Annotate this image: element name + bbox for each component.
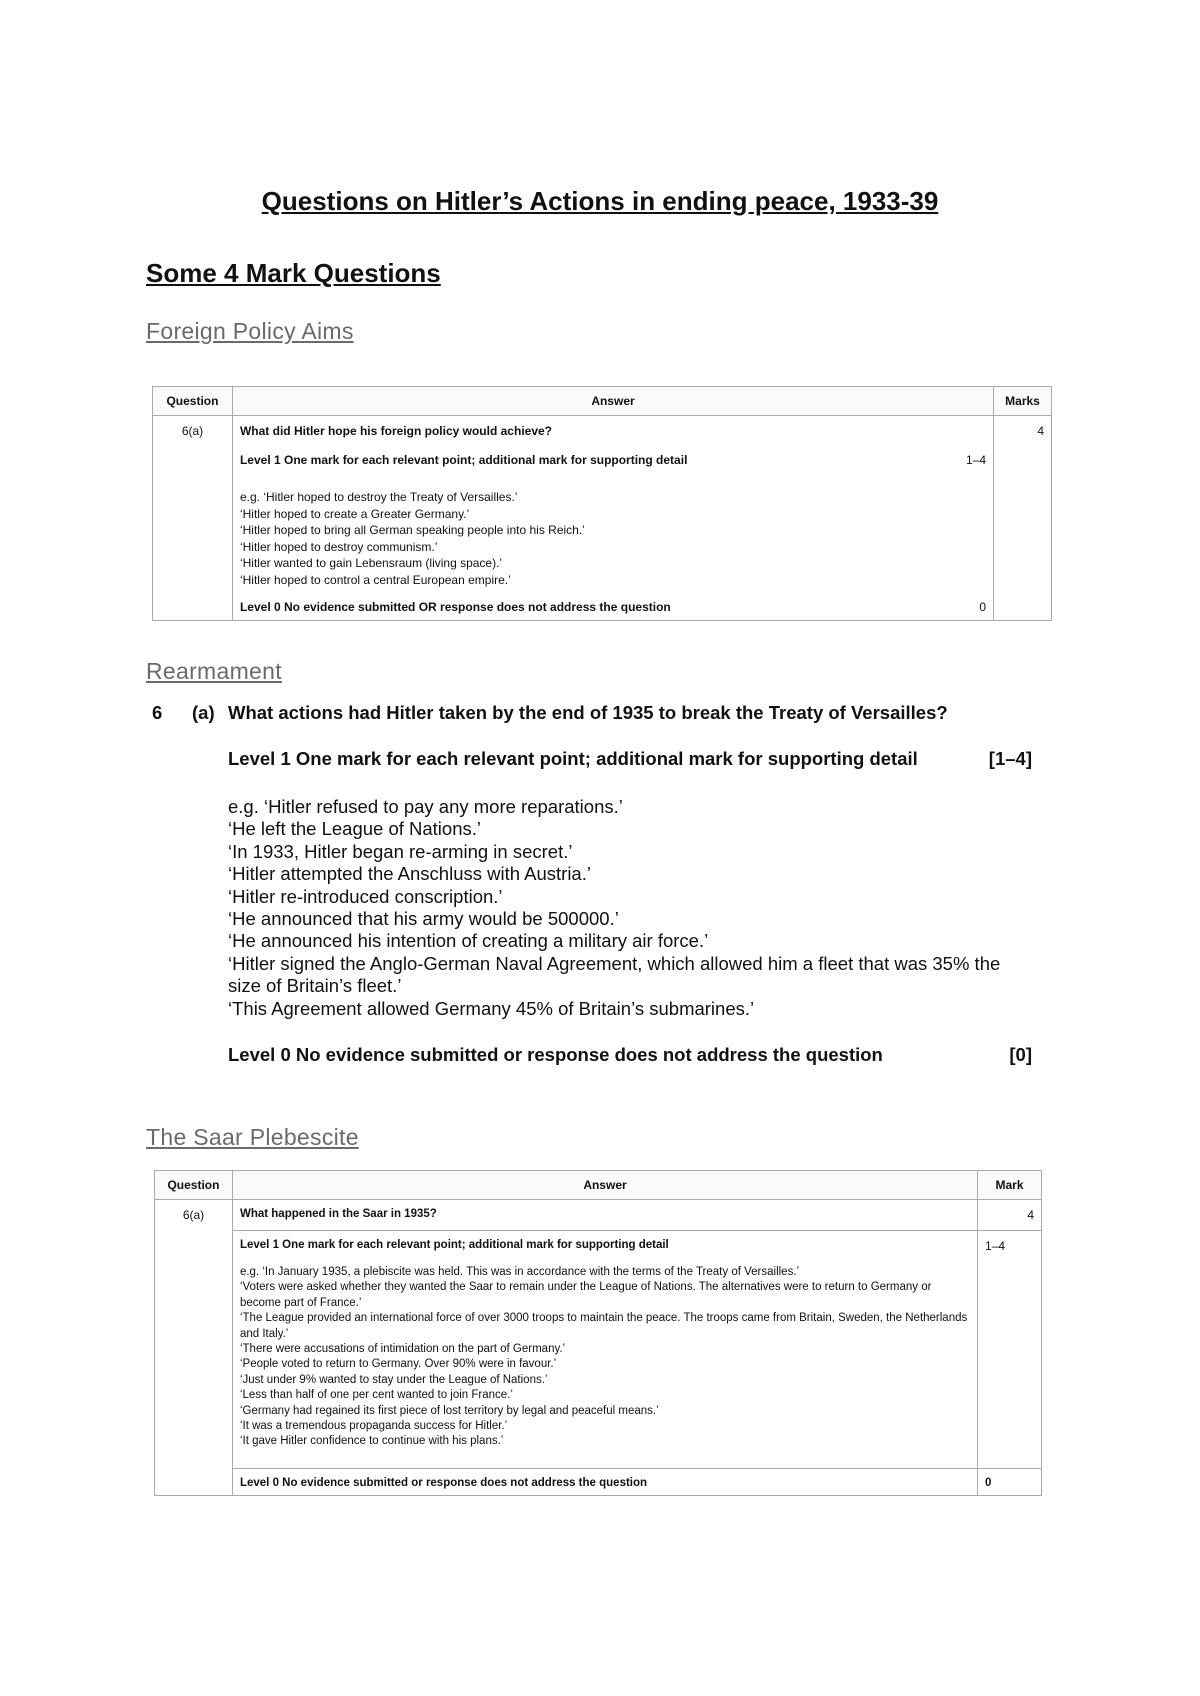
- level-0-row: [228, 1044, 1032, 1066]
- level-0-label: Level 0 No evidence submitted or response does not address the question: [232, 1468, 977, 1495]
- list-item: ‘The League provided an international force of over 3000 troops to maintain the peace. The troops came from Britain, Sweden, the Netherlands and Italy.’: [239, 1312, 968, 1340]
- list-item: ‘Just under 9% wanted to stay under the League of Nations.’: [239, 1373, 548, 1386]
- table-row: [155, 1231, 1042, 1469]
- list-item: ‘Hitler hoped to destroy communism.’: [239, 539, 438, 554]
- answer-cell: [232, 416, 993, 621]
- table-row: [155, 1468, 1042, 1495]
- header-mark: Mark: [978, 1171, 1042, 1200]
- list-item: ‘Hitler attempted the Anschluss with Austria.’: [228, 863, 591, 885]
- header-marks: Marks: [994, 387, 1052, 416]
- question-line: [152, 702, 1032, 724]
- list-item: ‘It gave Hitler confidence to continue with his plans.’: [239, 1435, 504, 1448]
- rearmament-mark-scheme: [152, 702, 1032, 1066]
- level-1-label: Level 1 One mark for each relevant point; additional mark for supporting detail: [228, 748, 918, 769]
- level-0-marks: 0: [978, 1468, 1042, 1495]
- table-header-row: [155, 1171, 1042, 1200]
- foreign-policy-mark-scheme-table: [152, 386, 1052, 621]
- total-marks: 4: [994, 416, 1052, 621]
- list-item: e.g. ‘In January 1935, a plebiscite was held. This was in accordance with the terms of the Treaty of Versailles.’: [239, 1266, 800, 1278]
- list-item: ‘Hitler re-introduced conscription.’: [228, 885, 503, 907]
- document-title: Questions on Hitler’s Actions in ending peace, 1933-39: [261, 186, 939, 216]
- example-answers: [228, 796, 1032, 1020]
- answer-cell: [232, 1231, 977, 1469]
- example-answers: [240, 489, 986, 588]
- list-item: e.g. ‘Hitler refused to pay any more reparations.’: [228, 796, 623, 817]
- list-item: ‘In 1933, Hitler began re-arming in secret.’: [228, 840, 573, 862]
- level-1-label: Level 1 One mark for each relevant point; additional mark for supporting detail: [239, 453, 688, 467]
- question-number: 6(a): [153, 416, 233, 621]
- list-item: e.g. ‘Hitler hoped to destroy the Treaty of Versailles.’: [239, 490, 518, 504]
- list-item: ‘Less than half of one per cent wanted to join France.’: [239, 1389, 513, 1402]
- list-item: ‘Hitler wanted to gain Lebensraum (living space).’: [239, 556, 503, 570]
- question-text: What did Hitler hope his foreign policy would achieve?: [239, 424, 552, 438]
- table-header-row: [153, 387, 1052, 416]
- header-question: Question: [153, 387, 233, 416]
- question-number: 6: [152, 702, 163, 723]
- list-item: ‘There were accusations of intimidation on the part of Germany.’: [239, 1343, 566, 1356]
- rearmament-heading: Rearmament: [146, 658, 282, 684]
- saar-mark-scheme-table: [154, 1170, 1042, 1496]
- list-item: ‘This Agreement allowed Germany 45% of Britain’s submarines.’: [228, 997, 755, 1019]
- level-0-marks: [0]: [1009, 1044, 1032, 1066]
- header-answer: Answer: [232, 1171, 977, 1200]
- list-item: ‘He announced that his army would be 500000.’: [228, 908, 619, 930]
- level-0-marks: 0: [979, 600, 987, 614]
- list-item: ‘He announced his intention of creating a military air force.’: [228, 930, 709, 952]
- level-1-row: [240, 453, 986, 467]
- list-item: ‘Hitler signed the Anglo-German Naval Agreement, which allowed him a fleet that was 35% the size of Britain’s fleet.’: [228, 952, 1001, 997]
- foreign-policy-heading: Foreign Policy Aims: [146, 318, 354, 344]
- question-number: 6(a): [155, 1200, 233, 1496]
- example-answers: [240, 1265, 970, 1450]
- question-text: What happened in the Saar in 1935?: [232, 1200, 977, 1231]
- level-1-label: Level 1 One mark for each relevant point; additional mark for supporting detail: [239, 1239, 669, 1251]
- list-item: ‘Hitler hoped to create a Greater Germany.’: [239, 506, 470, 521]
- level-1-marks: [1–4]: [988, 748, 1032, 769]
- level-1-marks: 1–4: [978, 1231, 1042, 1469]
- list-item: ‘People voted to return to Germany. Over 90% were in favour.’: [239, 1358, 557, 1371]
- level-0-label: Level 0 No evidence submitted or response does not address the question: [228, 1044, 883, 1066]
- list-item: ‘He left the League of Nations.’: [228, 818, 481, 840]
- level-0-row: [240, 600, 986, 614]
- list-item: ‘Voters were asked whether they wanted the Saar to remain under the League of Nations. The alternatives were to return to Germany or become part of France.’: [239, 1281, 932, 1309]
- saar-plebiscite-heading: The Saar Plebescite: [146, 1124, 359, 1150]
- question-text: What actions had Hitler taken by the end of 1935 to break the Treaty of Versailles?: [228, 702, 948, 723]
- level-1-row: [228, 748, 1032, 770]
- header-question: Question: [155, 1171, 233, 1200]
- list-item: ‘It was a tremendous propaganda success for Hitler.’: [239, 1420, 508, 1433]
- total-marks: 4: [978, 1200, 1042, 1231]
- level-1-marks: 1–4: [965, 453, 987, 467]
- section-heading: Some 4 Mark Questions: [146, 258, 441, 288]
- list-item: ‘Hitler hoped to control a central European empire.’: [239, 572, 511, 587]
- question-part: (a): [192, 702, 215, 723]
- table-row: [153, 416, 1052, 621]
- list-item: ‘Hitler hoped to bring all German speaking people into his Reich.’: [239, 523, 585, 537]
- table-row: [155, 1200, 1042, 1231]
- list-item: ‘Germany had regained its first piece of lost territory by legal and peaceful means.’: [239, 1404, 659, 1417]
- header-answer: Answer: [232, 387, 993, 416]
- level-0-label: Level 0 No evidence submitted OR response does not address the question: [239, 600, 671, 614]
